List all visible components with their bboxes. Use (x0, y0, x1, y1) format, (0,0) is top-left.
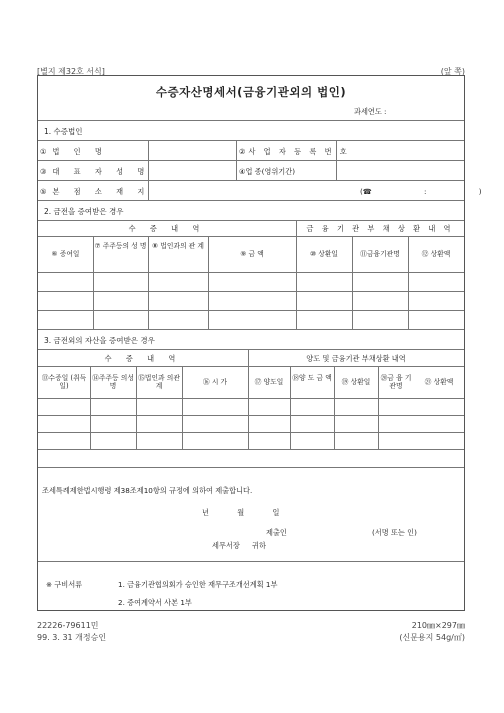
head-office-label: ⑤본 점 소 재 지 (40, 187, 151, 196)
recipient-label: 세무서장 귀하 (212, 541, 266, 550)
paper-size: 210㎜×297㎜ (411, 621, 465, 630)
approval-date: 99. 3. 31 개정승인 (37, 633, 107, 642)
form-title: 수증자산명세서(금융기관외의 법인) (155, 85, 347, 99)
divider (38, 140, 464, 141)
industry-field[interactable] (338, 162, 462, 178)
submitter-field[interactable] (300, 524, 370, 538)
section3-title: 3. 금전외의 자산을 증여받은 경우 (44, 336, 155, 345)
divider (38, 349, 464, 350)
form-frame (37, 75, 482, 611)
divider (336, 140, 337, 180)
submitter-label: 제출인 (266, 528, 287, 537)
received-group-header: 수 증 내 역 (128, 224, 206, 233)
divider (38, 120, 464, 121)
table-row[interactable] (39, 273, 463, 290)
divider (236, 140, 237, 180)
signature-label: (서명 또는 인) (372, 528, 417, 537)
section1-title: 1. 수증법인 (44, 127, 83, 136)
table-row[interactable] (39, 292, 463, 309)
repayment-group-header: 금 융 기 관 부 채 상 환 내 역 (306, 224, 454, 233)
col-market-price: ⑯ 시 가 (202, 378, 228, 386)
table-row[interactable] (39, 416, 463, 431)
corp-name-field[interactable] (150, 142, 234, 158)
table-row[interactable] (39, 433, 463, 448)
divider (38, 366, 464, 367)
col-relation: ⑮법인과 의관계 (138, 374, 180, 390)
divider (38, 449, 464, 450)
required-doc-2: 2. 증여계약서 사본 1부 (118, 598, 192, 607)
corp-name-label: ①법 인 명 (40, 147, 108, 156)
biz-reg-no-field[interactable] (338, 142, 462, 158)
divider (296, 236, 464, 237)
divider (38, 467, 464, 468)
divider (38, 329, 464, 330)
head-office-field[interactable] (150, 182, 350, 198)
divider (38, 160, 464, 161)
biz-reg-no-label: ②사 업 자 등 록 번 호 (239, 147, 350, 156)
col-transfer-date: ⑰ 양도일 (254, 378, 284, 386)
industry-label: ④업 종(영위기간) (239, 167, 295, 176)
col-repay-date: ⑲ 상환일 (341, 378, 371, 386)
col-bank-name: ⑳금 융 기관명 (380, 374, 412, 390)
paper-spec: (신문용지 54g/㎡) (399, 633, 465, 642)
divider (38, 220, 464, 221)
table-row[interactable] (39, 399, 463, 414)
col-bank-name: ⑪금융기관명 (360, 250, 400, 258)
received-assets-group-header: 수 증 내 역 (104, 354, 182, 363)
form-code: 22226-79611민 (37, 621, 99, 630)
divider (38, 180, 464, 181)
col-gift-date: ⑥ 증여일 (51, 250, 80, 258)
required-docs-label: ※ 구비서류 (46, 580, 83, 589)
section2-title: 2. 금전을 증여받은 경우 (44, 207, 124, 216)
table-row[interactable] (39, 311, 463, 328)
required-doc-1: 1. 금융기관협의회가 승인한 재무구조개선계획 1부 (118, 580, 278, 589)
divider (38, 236, 296, 237)
col-repay-amount: ㉑ 상환액 (424, 378, 454, 386)
divider (38, 200, 464, 201)
col-transfer-amount: ⑱양 도 금 액 (292, 374, 332, 382)
date-line: 년 월 일 (202, 508, 280, 517)
phone-label: (☎ : ) (360, 187, 482, 196)
form-number: [별지 제32호 서식] (37, 67, 105, 76)
statement-text: 조세특례제한법시행령 제38조제10항의 규정에 의하여 제출합니다. (42, 486, 253, 495)
col-repay-amount: ⑫ 상환액 (421, 250, 451, 258)
tax-year-label: 과세연도 : (354, 107, 387, 116)
col-relation: ⑧ 법인과의 관 계 (152, 242, 204, 250)
representative-field[interactable] (150, 162, 234, 178)
col-receipt-date: ⑬수증일 (취득일) (41, 374, 87, 390)
page-side-label: (앞 쪽) (440, 67, 465, 76)
col-shareholder-name: ⑭주주등 의성명 (92, 374, 134, 390)
col-shareholder-name: ⑦ 주주등의 성 명 (94, 242, 147, 250)
divider (38, 561, 464, 562)
col-amount: ⑨ 금 액 (240, 250, 264, 258)
transfer-repayment-group-header: 양도 및 금융기관 부채상환 내역 (306, 354, 406, 363)
col-repay-date: ⑩ 상환일 (310, 250, 338, 258)
representative-label: ③대 표 자 성 명 (40, 167, 151, 176)
